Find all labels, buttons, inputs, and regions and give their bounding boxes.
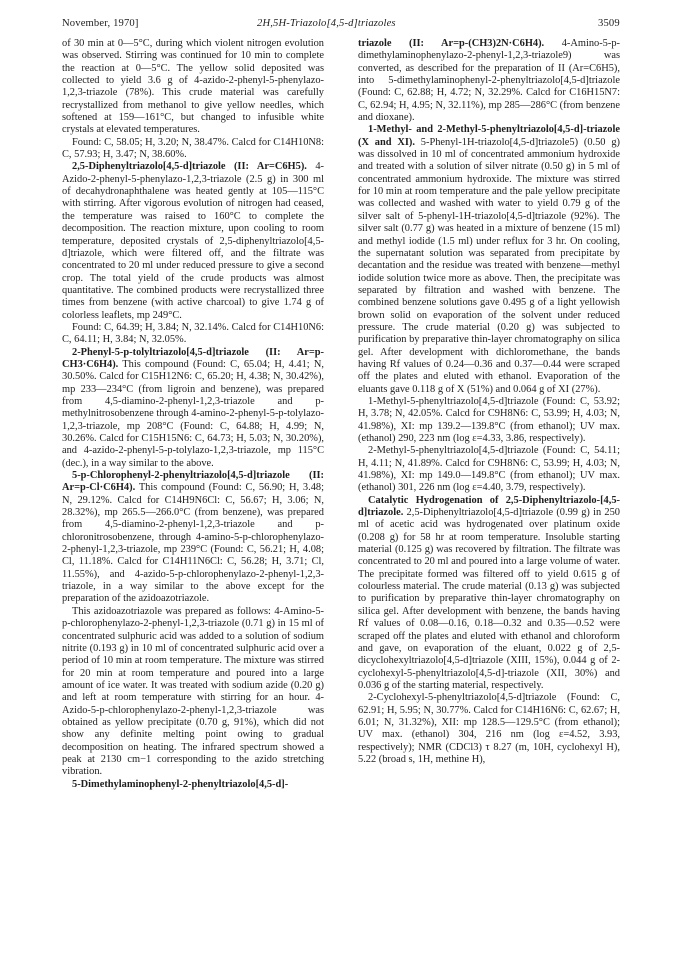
paragraph-text: 2,5-Diphenyltriazolo[4,5-d]triazole (0.99 g) in 250 ml of acetic acid was hydrogenated over platinum oxide (0.208 g) for 58 hr at room temperature. Insoluble starting material (0.125 g) was recovered by filtration. The filtrate was concentrated to 20 ml and poured into a large volume of water. The precipitate formed was filtered off to yield 0.615 g of colourless material. The crude material (0.13 g) was subjected to purification by preparative thin-layer chromatography on silica gel. After development with benzene, the bands having Rf values of 0.08—0.16, 0.18—0.32 and 0.35—0.52 were scraped off the plates and eluted with ethanol and chloroform and gave, on evaporation of the eluant, 0.022 g of 2,5-dicyclohexyltriazolo[4,5-d]triazole (XIII, 15%), 0.044 g of 2-cyclohexyl-5-phenyltriazolo[4,5-d]-triazole (XII, 30%) and 0.036 g of the starting material, respectively. [358, 507, 620, 691]
paragraph [62, 322, 324, 347]
paragraph [62, 606, 324, 779]
paragraph-text: 2-Cyclohexyl-5-phenyltriazolo[4,5-d]triazole (Found: C, 62.91; H, 5.95; N, 30.77%. Calcd for C14H16N6: C, 62.67; H, 6.01; N, 31.32%), XII: mp 128.5—129.5°C (from ethanol); UV max. (ethanol) 304, 216 nm (log ε=4.52, 3.93, respectively); NMR (CDCl3) τ 8.27 (m, 10H, cyclohexyl H), 5.22 (broad s, 1H, methine H), [358, 692, 620, 765]
paragraph [62, 137, 324, 162]
running-header-title: 2H,5H-Triazolo[4,5-d]triazoles [257, 18, 396, 29]
paragraph-heading: triazole (II: Ar=p-(CH3)2N·C6H4). [358, 38, 545, 49]
paragraph [358, 445, 620, 494]
paragraph-text: 4-Amino-5-p-dimethylaminophenylazo-2-phenyl-1,2,3-triazole9) was converted, as described for the preparation of II (Ar=C6H5), into 5-dimethylaminophenyl-2-phenyltriazolo[4,5-d]triazole (Found: C, 62.88; H, 4.72; N, 32.29%. Calcd for C16H15N7: C, 62.94; H, 4.95; N, 32.11%), mp 285—286°C (from benzene and dioxane). [358, 38, 620, 124]
paragraph-text: Found: C, 58.05; H, 3.20; N, 38.47%. Calcd for C14H10N8: C, 57.93; H, 3.47; N, 38.60%. [62, 136, 324, 161]
paragraph [358, 124, 620, 396]
paragraph-text: Found: C, 64.39; H, 3.84; N, 32.14%. Calcd for C14H10N6: C, 64.11; H, 3.84; N, 32.05%. [62, 321, 324, 346]
paragraph-text: 4-Azido-2-phenyl-5-phenylazo-1,2,3-triazole (2.5 g) in 300 ml of decahydronaphthalene was heated gently at 105—115°C with stirring. After vigorous evolution of nitrogen had ceased, the temperature was raised to 160°C to complete the decomposition. The reaction mixture, upon cooling to room temperature, deposited crystals of 2,5-diphenyltriazolo[4,5-d]triazole, which were filtered off, and the filtrate was concentrated to 20 ml under reduced pressure to give a second crop. The total yield of the crude products was almost quantitative. The combined products were recrystallized three times from benzene (with active charcoal) to give 1.74 g of colorless leaflets, mp 249°C. [62, 161, 324, 321]
paragraph [62, 470, 324, 606]
paragraph [62, 347, 324, 470]
paragraph-text: This compound (Found: C, 65.04; H, 4.41; N, 30.50%. Calcd for C15H12N6: C, 65.20; H, 4.38; N, 30.42%), mp 233—234°C (from ligroin and benzene), was prepared from 4,5-diamino-2-phenyl-1,2,3-triazole and p-methylnitrosobenzene through 4-amino-2-phenyl-5-p-tolylazo-1,2,3-triazole, mp 208°C (Found: C, 64.88; H, 4.99; N, 30.26%. Calcd for C15H15N6: C, 64.73; H, 5.03; N, 30.20%), and 4-azido-2-phenyl-5-p-tolylazo-1,2,3-triazole, mp 115°C (dec.), in a way similar to the above. [62, 358, 324, 469]
left-column [62, 38, 324, 791]
paragraph-heading: Catalytic Hydrogenation of 2,5-Diphenyltriazolo-[4,5-d]triazole. [358, 494, 620, 519]
paragraph [358, 495, 620, 693]
paragraph-heading: 2,5-Diphenyltriazolo[4,5-d]triazole (II: Ar=C6H5). [72, 161, 307, 173]
paragraph [358, 38, 620, 124]
running-header-date: November, 1970] [62, 18, 139, 29]
paragraph-text: This compound (Found: C, 56.90; H, 3.48; N, 29.12%. Calcd for C14H9N6Cl: C, 56.67; H, 3.06; N, 28.32%), mp 265.5—266.0°C (from benzene), was prepared from 4,5-diamino-2-phenyl-1,2,3-triazole and p-chloronitrosobenzene, through 4-amino-5-p-chlorophenylazo-2-phenyl-1,2,3-triazole, mp 239°C (Found: C, 56.21; H, 4.08; Cl, 11.18%. Calcd for C14H11N6Cl: C, 56.28; H, 3.71; Cl, 11.55%), and 4-azido-5-p-chlorophenylazo-2-phenyl-1,2,3-triazole, in a way similar to the above except for the preparation of the azidoazotriazole. [62, 482, 324, 605]
paragraph-heading: 2-Phenyl-5-p-tolyltriazolo[4,5-d]triazole (II: Ar=p-CH3·C6H4). [62, 346, 324, 370]
paragraph [62, 779, 324, 791]
paragraph-heading: 5-Dimethylaminophenyl-2-phenyltriazolo[4,5-d]- [72, 778, 289, 790]
paragraph [358, 692, 620, 766]
paragraph-heading: 5-p-Chlorophenyl-2-phenyltriazolo[4,5-d]triazole (II: Ar=p-Cl·C6H4). [62, 470, 324, 494]
paragraph-heading: 1-Methyl- and 2-Methyl-5-phenyltriazolo[4,5-d]-triazole (X and XI). [358, 124, 620, 148]
paragraph-text: 5-Phenyl-1H-triazolo[4,5-d]triazole5) (0.50 g) was dissolved in 10 ml of concentrated ammonium hydroxide and treated with a solution of silver nitrate (0.50 g) in 5 ml of concentrated ammonium hydroxide. The mixture was stirred for 10 min at room temperature and the pale yellow precipitate was collected and washed with water to yield 0.79 g of the silver salt of 5-phenyl-1H-triazolo[4,5-d]triazole (92%). The silver salt (0.77 g) was heated in a mixture of benzene (15 ml) and methyl iodide (1.5 ml) under reflux for 3 hr. On cooling, the supernatant solution was separated from precipitate by decantation and the residue was treated with benzene—methyl iodide solution twice more as above. Then, the precipitate was separated by filtration and washed with benzene. The combined benzene solutions gave 0.495 g of a light yellowish brown solid on evaporation of the solvent under reduced pressure. The crude material (0.20 g) was subjected to purification by preparative thin-layer chromatography on silica gel. After development with dichloromethane, the bands having Rf values of 0.24—0.36 and 0.37—0.44 were scraped off the plates and eluted with ethanol. Evaporation of the eluants gave 0.118 g of X (51%) and 0.064 g of XI (27%). [358, 136, 620, 395]
page-number: 3509 [598, 18, 620, 29]
paragraph-text: of 30 min at 0—5°C, during which violent nitrogen evolution was observed. Stirring was continued for 10 min to complete the reaction at 0—5°C. The yellow solid deposited was collected to yield 3.6 g of 4-azido-2-phenyl-5-phenylazo-1,2,3-triazole (78%). This crude material was carefully recrystallized from methanol to give yellow needles, which softened at 159—161°C, but changed to infusible white crystals at elevated temperatures. [62, 38, 324, 136]
paragraph [62, 38, 324, 137]
paragraph-text: 2-Methyl-5-phenyltriazolo[4,5-d]triazole (Found: C, 54.11; H, 4.11; N, 41.89%. Calcd for C9H8N6: C, 53.99; H, 4.03; N, 41.98%), XI: mp 149.0—149.8°C (from ethanol); UV max. (ethanol) 301, 226 nm (log ε=4.40, 3.79, respectively). [358, 445, 620, 494]
paragraph [62, 161, 324, 321]
paragraph-text: This azidoazotriazole was prepared as follows: 4-Amino-5-p-chlorophenylazo-2-phenyl-1,2,3-triazole (0.71 g) in 15 ml of concentrated sulphuric acid was added to a solution of sodium nitrite (0.193 g) in 10 ml of concentrated sulphuric acid over a period of 10 min at room temperature. The mixture was stirred for 20 min at room temperature and poured into a large amount of ice water. It was treated with sodium azide (0.20 g) and left at room temperature with stirring for an hour. 4-Azido-5-p-chlorophenylazo-2-phenyl-1,2,3-triazole was obtained as yellow precipitate (0.70 g, 91%), which did not show any definite melting point owing to gradual decomposition on heating. The infrared spectrum showed a peak at 2130 cm−1 corresponding to the azido stretching vibration. [62, 605, 324, 778]
paragraph [358, 396, 620, 445]
right-column [358, 38, 620, 766]
paragraph-text: 1-Methyl-5-phenyltriazolo[4,5-d]triazole (Found: C, 53.92; H, 3.78; N, 42.05%. Calcd for C9H8N6: C, 53.99; H, 4.03; N, 41.98%), XI: mp 139.2—139.8°C (from ethanol); UV max. (ethanol) 290, 223 nm (log ε=4.33, 3.86, respectively). [358, 395, 620, 444]
